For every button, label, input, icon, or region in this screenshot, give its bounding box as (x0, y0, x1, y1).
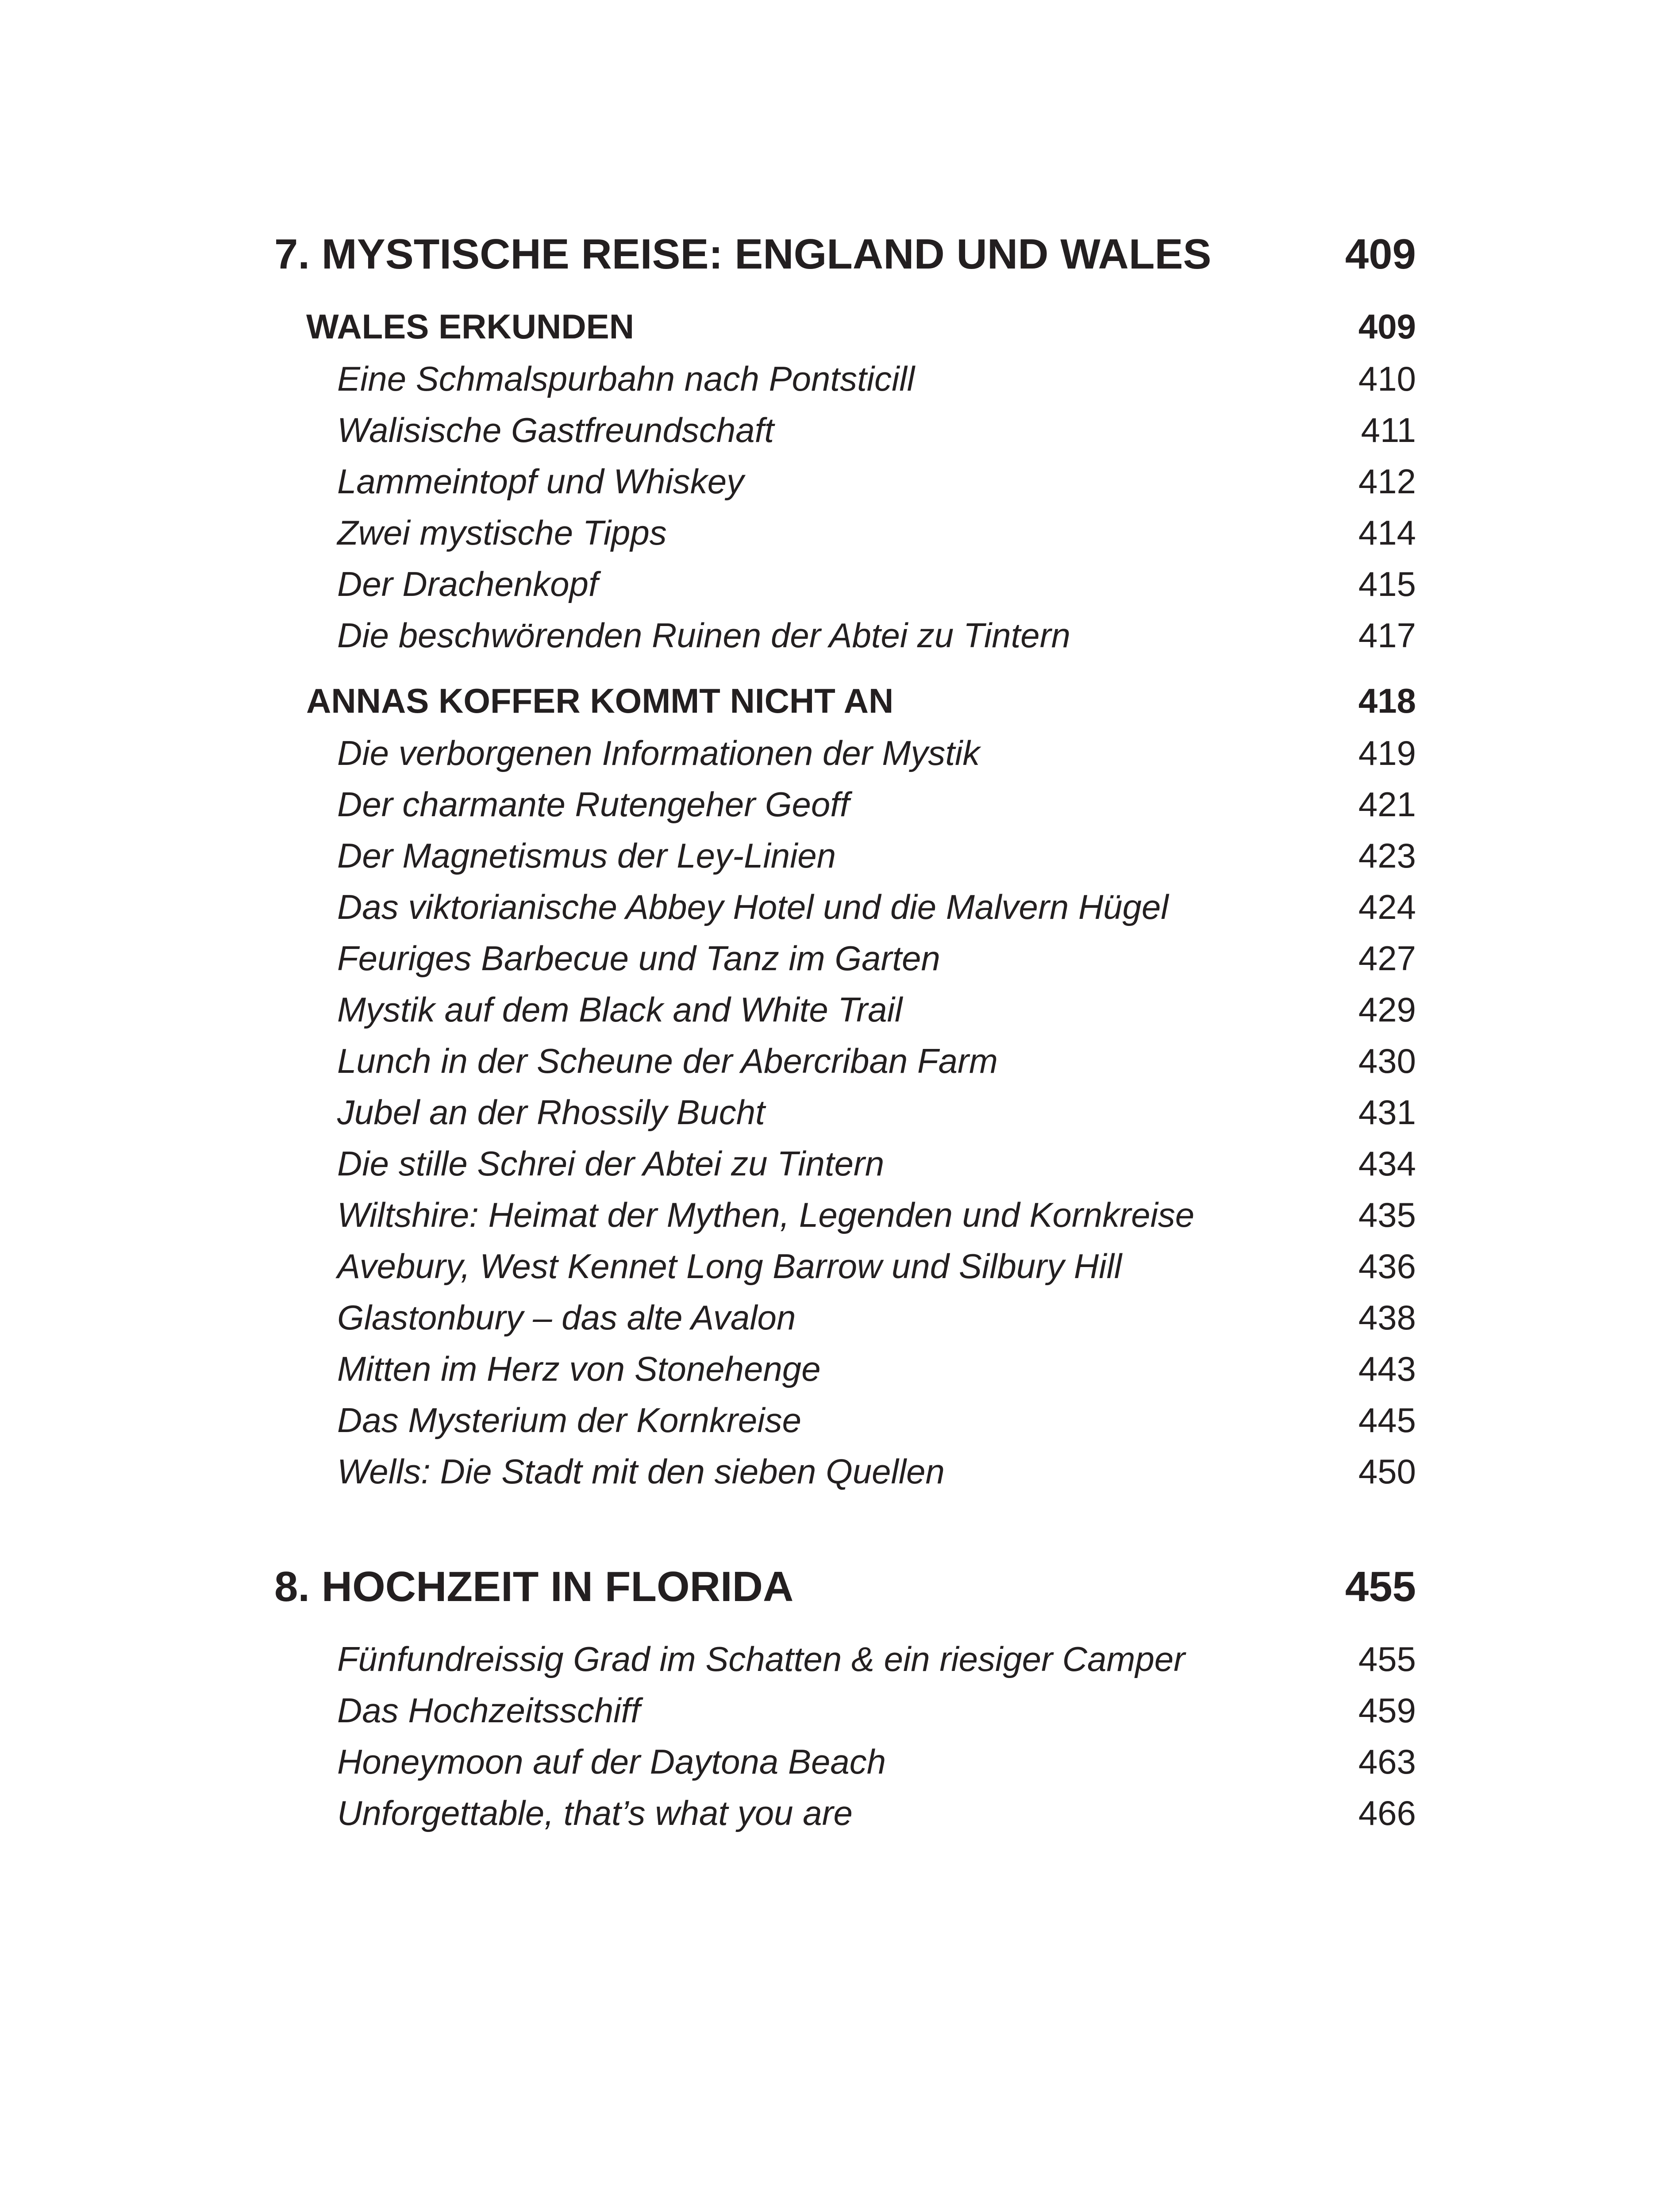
toc-entry[interactable] (274, 727, 1416, 779)
table-of-contents (274, 221, 1416, 1839)
entry-title: Mitten im Herz von Stonehenge (337, 1349, 821, 1388)
entry-title: Eine Schmalspurbahn nach Pontsticill (337, 359, 915, 398)
toc-section-annas-koffer[interactable] (274, 674, 1416, 727)
toc-entry[interactable] (274, 1240, 1416, 1292)
entry-page-number: 445 (1358, 1401, 1416, 1440)
entry-title: Mystik auf dem Black and White Trail (337, 990, 903, 1029)
entry-page-number: 430 (1358, 1041, 1416, 1080)
entry-title: Lammeintopf und Whiskey (337, 462, 744, 501)
toc-entry[interactable] (274, 1035, 1416, 1087)
entry-page-number: 417 (1358, 616, 1416, 655)
entry-page-number: 459 (1358, 1691, 1416, 1730)
entry-page-number: 414 (1358, 513, 1416, 552)
entry-page-number: 415 (1358, 565, 1416, 603)
entry-title: Feuriges Barbecue und Tanz im Garten (337, 939, 940, 978)
chapter-title: 8. HOCHZEIT IN FLORIDA (274, 1563, 794, 1610)
entry-page-number: 436 (1358, 1247, 1416, 1286)
toc-entry[interactable] (274, 1138, 1416, 1189)
toc-entry[interactable] (274, 1087, 1416, 1138)
entry-title: Lunch in der Scheune der Abercriban Farm (337, 1041, 998, 1080)
toc-entry[interactable] (274, 353, 1416, 404)
entry-page-number: 450 (1358, 1452, 1416, 1491)
entry-title: Die beschwörenden Ruinen der Abtei zu Tintern (337, 616, 1071, 655)
chapter-page-number: 455 (1345, 1563, 1416, 1610)
toc-entry[interactable] (274, 1343, 1416, 1394)
section-page-number: 409 (1358, 307, 1416, 346)
toc-chapter-8[interactable] (274, 1554, 1416, 1620)
entry-page-number: 411 (1361, 411, 1416, 449)
toc-section-wales-erkunden[interactable] (274, 300, 1416, 353)
toc-entry[interactable] (274, 404, 1416, 456)
toc-entry[interactable] (274, 881, 1416, 933)
toc-entry[interactable] (274, 1685, 1416, 1736)
entry-title: Wells: Die Stadt mit den sieben Quellen (337, 1452, 945, 1491)
entry-title: Die stille Schrei der Abtei zu Tintern (337, 1144, 885, 1183)
entry-page-number: 438 (1358, 1298, 1416, 1337)
toc-entry[interactable] (274, 1633, 1416, 1685)
entry-title: Das Hochzeitsschiff (337, 1691, 640, 1730)
toc-entry[interactable] (274, 1736, 1416, 1787)
toc-entry[interactable] (274, 933, 1416, 984)
entry-title: Die verborgenen Informationen der Mystik (337, 733, 980, 772)
entry-title: Unforgettable, that’s what you are (337, 1793, 853, 1832)
entry-title: Avebury, West Kennet Long Barrow und Silbury Hill (337, 1247, 1122, 1286)
toc-chapter-7[interactable] (274, 221, 1416, 288)
entry-title: Jubel an der Rhossily Bucht (337, 1093, 765, 1132)
entry-page-number: 466 (1358, 1793, 1416, 1832)
entry-title: Glastonbury – das alte Avalon (337, 1298, 796, 1337)
entry-page-number: 412 (1358, 462, 1416, 501)
entry-page-number: 419 (1358, 733, 1416, 772)
toc-entry[interactable] (274, 558, 1416, 610)
toc-entry[interactable] (274, 779, 1416, 830)
section-page-number: 418 (1358, 681, 1416, 720)
entry-page-number: 410 (1358, 359, 1416, 398)
entry-title: Der Magnetismus der Ley-Linien (337, 836, 836, 875)
entry-title: Der charmante Rutengeher Geoff (337, 785, 850, 824)
entry-page-number: 455 (1358, 1640, 1416, 1678)
entry-page-number: 435 (1358, 1195, 1416, 1234)
toc-entry[interactable] (274, 1189, 1416, 1240)
entry-page-number: 434 (1358, 1144, 1416, 1183)
entry-page-number: 443 (1358, 1349, 1416, 1388)
entry-title: Fünfundreissig Grad im Schatten & ein riesiger Camper (337, 1640, 1185, 1678)
entry-page-number: 427 (1358, 939, 1416, 978)
entry-title: Der Drachenkopf (337, 565, 598, 603)
toc-entry[interactable] (274, 1446, 1416, 1497)
entry-page-number: 429 (1358, 990, 1416, 1029)
toc-entry[interactable] (274, 507, 1416, 558)
entry-title: Zwei mystische Tipps (337, 513, 667, 552)
toc-entry[interactable] (274, 1292, 1416, 1343)
entry-page-number: 463 (1358, 1742, 1416, 1781)
entry-title: Das Mysterium der Kornkreise (337, 1401, 801, 1440)
toc-entry[interactable] (274, 984, 1416, 1035)
toc-entry[interactable] (274, 1787, 1416, 1839)
entry-title: Honeymoon auf der Daytona Beach (337, 1742, 886, 1781)
toc-entry[interactable] (274, 1394, 1416, 1446)
entry-page-number: 421 (1358, 785, 1416, 824)
entry-page-number: 423 (1358, 836, 1416, 875)
toc-entry[interactable] (274, 456, 1416, 507)
entry-page-number: 424 (1358, 887, 1416, 926)
chapter-title: 7. MYSTISCHE REISE: ENGLAND UND WALES (274, 230, 1212, 278)
toc-entry[interactable] (274, 610, 1416, 661)
entry-title: Wiltshire: Heimat der Mythen, Legenden und Kornkreise (337, 1195, 1195, 1234)
section-title: ANNAS KOFFER KOMMT NICHT AN (306, 681, 894, 720)
entry-title: Walisische Gastfreundschaft (337, 411, 774, 449)
chapter-page-number: 409 (1345, 230, 1416, 278)
entry-title: Das viktorianische Abbey Hotel und die Malvern Hügel (337, 887, 1169, 926)
toc-entry[interactable] (274, 830, 1416, 881)
entry-page-number: 431 (1358, 1093, 1416, 1132)
section-title: WALES ERKUNDEN (306, 307, 635, 346)
